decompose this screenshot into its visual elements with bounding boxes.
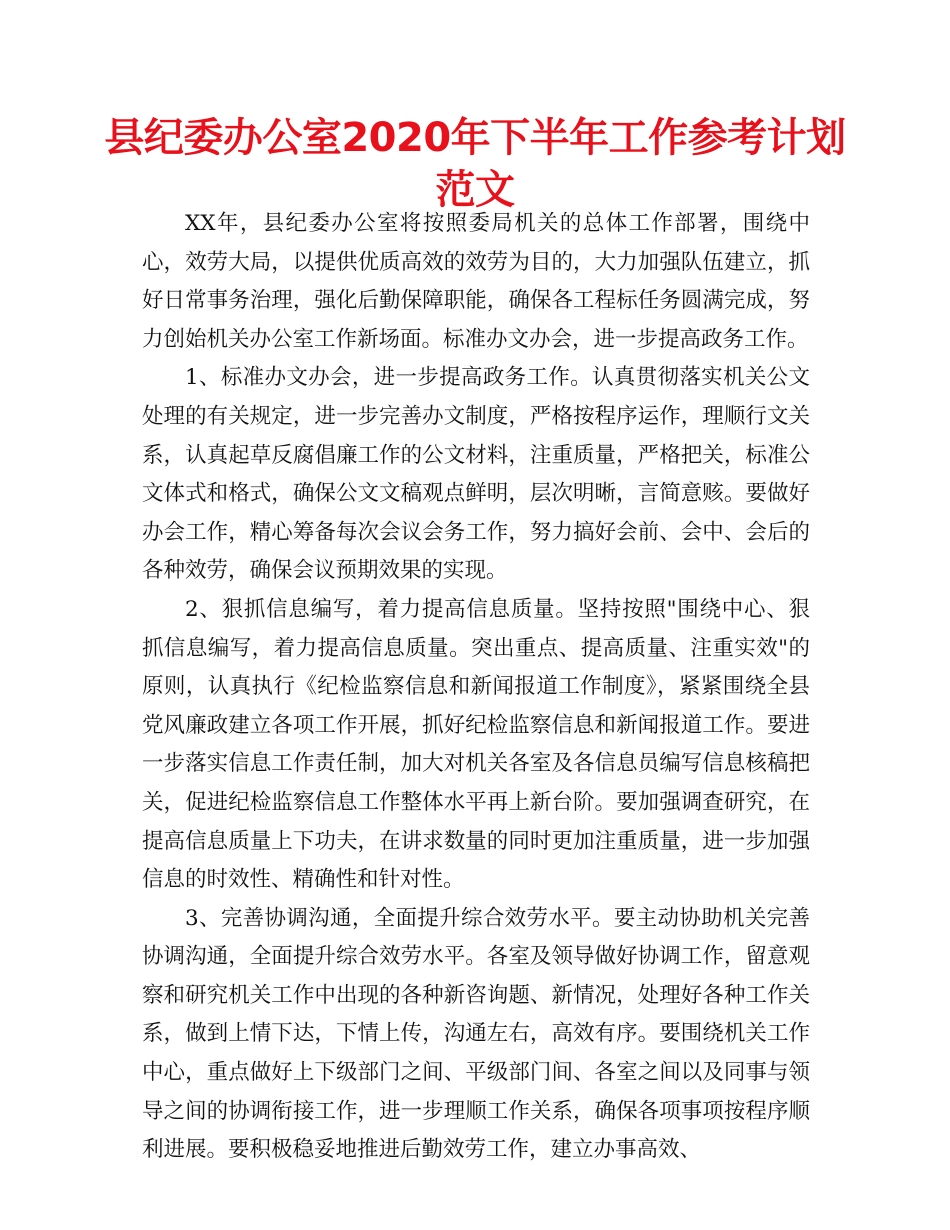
document-title: 县纪委办公室2020年下半年工作参考计划范文 (104, 115, 846, 213)
paragraph-3: 3、完善协调沟通，全面提升综合效劳水平。要主动协助机关完善协调沟通，全面提升综合效劳水平。各室及领导做好协调工作，留意观察和研究机关工作中出现的各种新咨询题、新情况，处理好各种工作关系，做到上情下达，下情上传，沟通左右，高效有序。要围绕机关工作中心，重点做好上下级部门之间、平级部门间、各室之间以及同事与领导之间的协调衔接工作，进一步理顺工作关系，确保各项事项按程序顺利进展。要积极稳妥地推进后勤效劳工作，建立办事高效、 (142, 905, 810, 1163)
document-body (142, 205, 810, 1170)
paragraph-1: 1、标准办文办会，进一步提高政务工作。认真贯彻落实机关公文处理的有关规定，进一步完善办文制度，严格按程序运作，理顺行文关系，认真起草反腐倡廉工作的公文材料，注重质量，严格把关，标准公文体式和格式，确保公文文稿观点鲜明，层次明晰，言简意赅。要做好办会工作，精心筹备每次会议会务工作，努力搞好会前、会中、会后的各种效劳，确保会议预期效果的实现。 (142, 365, 810, 584)
paragraph-2: 2、狠抓信息编写，着力提高信息质量。坚持按照"围绕中心、狠抓信息编写，着力提高信息质量。突出重点、提高质量、注重实效"的原则，认真执行《纪检监察信息和新闻报道工作制度》，紧紧围绕全县党风廉政建立各项工作开展，抓好纪检监察信息和新闻报道工作。要进一步落实信息工作责任制，加大对机关各室及各信息员编写信息核稿把关，促进纪检监察信息工作整体水平再上新台阶。要加强调查研究，在提高信息质量上下功夫，在讲求数量的同时更加注重质量，进一步加强信息的时效性、精确性和针对性。 (142, 596, 810, 893)
paragraph-intro: XX年，县纪委办公室将按照委局机关的总体工作部署，围绕中心，效劳大局，以提供优质高效的效劳为目的，大力加强队伍建立，抓好日常事务治理，强化后勤保障职能，确保各工程标任务圆满完成，努力创始机关办公室工作新场面。标准办文办会，进一步提高政务工作。 (142, 211, 810, 352)
